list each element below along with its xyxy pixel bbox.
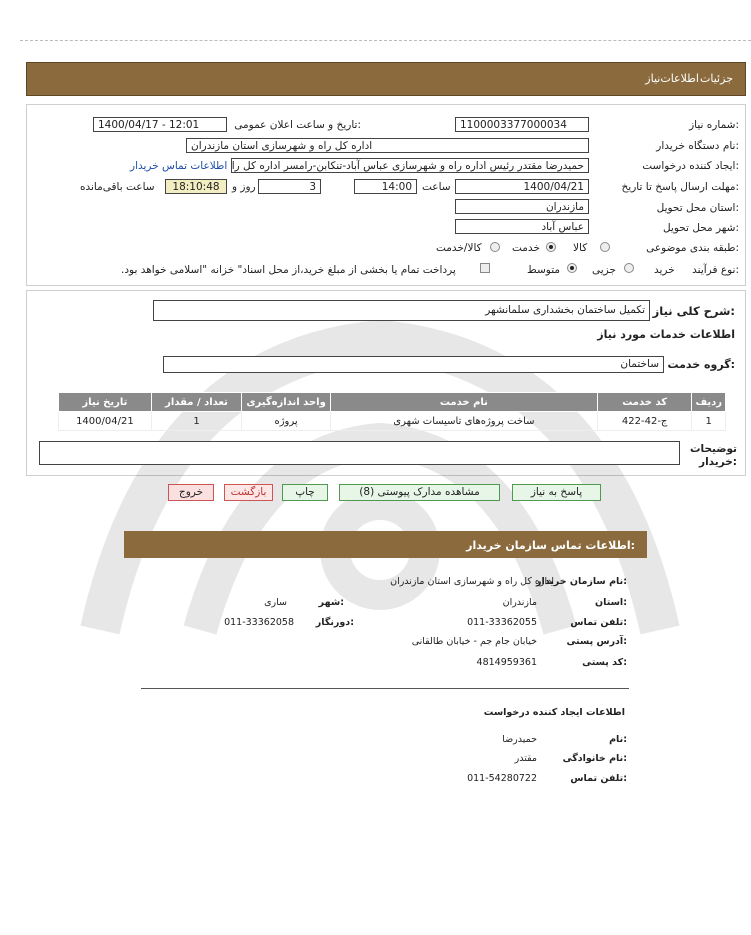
days-field: 3 [258,179,321,194]
org-name-value: اداره کل راه و شهرسازی استان مازندران [390,576,554,587]
org-fax-label: دورنگار: [315,617,354,628]
requester-last-name-label: نام خانوادگی: [562,753,627,764]
contact-section-header [124,531,647,558]
buyer-name-field: اداره کل راه و شهرسازی استان مازندران [186,138,589,153]
cell-unit: پروژه [242,412,331,431]
category-radio-both[interactable] [490,242,500,252]
org-postal-label: کد پستی: [582,657,627,668]
services-section-title: اطلاعات خدمات مورد نیاز [597,328,735,341]
category-option-goods: کالا [573,242,588,254]
attachments-button[interactable]: مشاهده مدارک پیوستی (8) [339,484,500,501]
buyer-contact-link[interactable]: اطلاعات تماس خریدار [130,160,228,172]
general-desc-label: شرح کلی نیاز: [652,304,735,318]
top-dashed-divider [20,40,751,41]
province-label: استان محل تحویل: [656,202,739,214]
need-number-label: شماره نیاز: [689,119,739,131]
process-option-minor: جزیی [592,264,616,276]
process-label: نوع فرآیند: [692,264,739,276]
buyer-notes-field [39,441,680,465]
cell-quantity: 1 [151,412,241,431]
org-postal-value: 4814959361 [476,657,537,668]
table-row [59,412,726,431]
process-radio-minor[interactable] [624,263,634,273]
treasury-checkbox[interactable] [480,263,490,273]
services-table-header [59,393,726,412]
requester-section-title: اطلاعات ایجاد کننده درخواست [483,707,625,718]
cell-need-date: 1400/04/21 [59,412,152,431]
col-unit: واحد اندازه‌گیری [242,393,331,412]
province-field: مازندران [455,199,589,214]
process-option-medium: متوسط [527,264,560,276]
process-radio-medium[interactable] [567,263,577,273]
contact-divider [141,688,629,689]
org-address-value: خیابان جام جم - خیابان طالقانی [411,636,537,647]
creator-field: حمیدرضا مقتدر رئیس اداره راه و شهرسازی عباس آباد-تنکابن-رامسر اداره کل را [231,158,589,173]
category-radio-service[interactable] [546,242,556,252]
header-bar [26,62,746,96]
org-city-label: شهر: [318,597,344,608]
need-number-field: 1100003377000034 [455,117,589,132]
deadline-date-field: 1400/04/21 [455,179,589,194]
category-label: طبقه بندی موضوعی: [646,242,739,254]
cell-row: 1 [692,412,726,431]
general-desc-field: تکمیل ساختمان بخشداری سلمانشهر [153,300,650,321]
remaining-label: ساعت باقی‌مانده [80,181,155,193]
service-group-label: گروه خدمت: [667,358,735,371]
city-label: شهر محل تحویل: [662,222,739,234]
buyer-notes-label: توضیحات خریدار: [689,443,737,468]
col-quantity: تعداد / مقدار [151,393,241,412]
col-service-code: کد خدمت [597,393,692,412]
remaining-time-field: 18:10:48 [165,179,227,194]
buyer-name-label: نام دستگاه خریدار: [656,140,739,152]
category-option-service: خدمت [512,242,540,254]
col-service-name: نام خدمت [330,393,597,412]
contact-section-title: اطلاعات تماس سازمان خریدار: [466,539,635,552]
city-field: عباس آباد [455,219,589,234]
process-option-buy: خرید [654,264,675,276]
org-address-label: آدرس پستی: [566,636,627,647]
requester-first-name-value: حمیدرضا [502,734,537,745]
org-phone-value: 011-33362055 [467,617,537,628]
org-fax-value: 011-33362058 [224,617,294,628]
requester-last-name-value: مقتدر [514,753,537,764]
org-city-value: ساری [264,597,287,608]
requester-first-name-label: نام: [609,734,627,745]
requester-phone-value: 011-54280722 [467,773,537,784]
deadline-time-field: 14:00 [354,179,417,194]
requester-phone-label: تلفن تماس: [570,773,627,784]
cell-service-name: ساخت پروژه‌های تاسیسات شهری [330,412,597,431]
tab-info[interactable]: اطلاعات‌نیاز [645,72,699,85]
col-row: ردیف [692,393,726,412]
services-table [58,392,726,431]
service-group-field: ساختمان [163,356,664,373]
org-phone-label: تلفن تماس: [570,617,627,628]
category-radio-goods[interactable] [600,242,610,252]
tab-details[interactable]: جزئیات [700,72,733,85]
time-label: ساعت [422,181,451,193]
day-label: روز و [232,181,256,193]
org-name-label: نام سازمان خریدار: [536,576,627,587]
deadline-label: مهلت ارسال پاسخ تا تاریخ: [621,181,739,193]
reply-button[interactable]: پاسخ به نیاز [512,484,601,501]
col-need-date: تاریخ نیاز [59,393,152,412]
back-button[interactable]: بازگشت [224,484,273,501]
org-province-value: مازندران [502,597,537,608]
creator-label: ایجاد کننده درخواست: [642,160,739,172]
exit-button[interactable]: خروج [168,484,214,501]
org-province-label: استان: [595,597,627,608]
announce-field: 1400/04/17 - 12:01 [93,117,227,132]
cell-service-code: ج-42-422 [597,412,692,431]
announce-label: تاریخ و ساعت اعلان عمومی: [234,119,361,131]
category-option-both: کالا/خدمت [436,242,482,254]
payment-note: پرداخت تمام یا بخشی از مبلغ خرید،از محل اسناد" خزانه "اسلامی خواهد بود. [121,264,456,276]
print-button[interactable]: چاپ [282,484,328,501]
